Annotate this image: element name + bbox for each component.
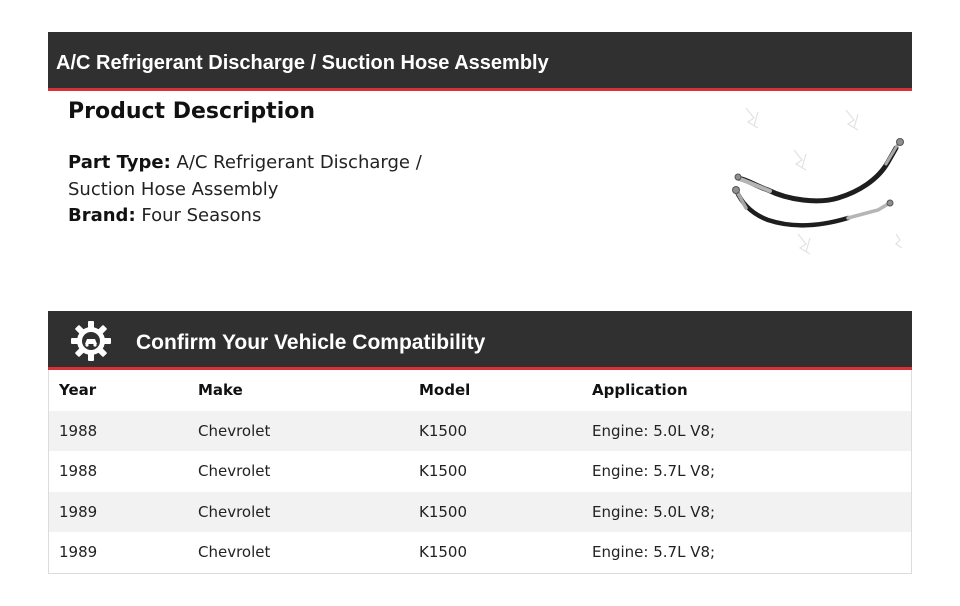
cell-make: Chevrolet <box>198 543 271 562</box>
product-title: A/C Refrigerant Discharge / Suction Hose Assembly <box>56 52 549 74</box>
cell-year: 1988 <box>59 421 98 440</box>
cell-model: K1500 <box>419 421 468 440</box>
cell-year: 1989 <box>59 543 98 562</box>
cell-model: K1500 <box>419 462 468 481</box>
table-row <box>49 451 912 492</box>
brand-value: Four Seasons <box>141 205 262 226</box>
cell-year: 1988 <box>59 462 98 481</box>
part-type-label: Part Type: <box>68 152 171 173</box>
description-details <box>68 150 488 230</box>
compatibility-table <box>48 370 912 574</box>
compatibility-header <box>48 311 912 370</box>
cell-application: Engine: 5.7L V8; <box>592 543 716 562</box>
column-header-model: Model <box>419 381 471 400</box>
hose-assembly-image <box>728 100 912 260</box>
product-description <box>68 96 488 230</box>
cell-model: K1500 <box>419 502 468 521</box>
four-seasons-logo-watermark <box>746 108 902 254</box>
column-header-make: Make <box>198 381 243 400</box>
cell-year: 1989 <box>59 502 98 521</box>
description-heading: Product Description <box>68 99 316 124</box>
cell-model: K1500 <box>419 543 468 562</box>
brand-label: Brand: <box>68 205 136 226</box>
column-header-application: Application <box>592 381 688 400</box>
part-type-row <box>68 150 488 177</box>
cell-application: Engine: 5.7L V8; <box>592 462 716 481</box>
column-header-year: Year <box>59 381 97 400</box>
part-type-value-line1: A/C Refrigerant Discharge / <box>176 152 422 173</box>
cell-make: Chevrolet <box>198 502 271 521</box>
cell-application: Engine: 5.0L V8; <box>592 421 716 440</box>
table-row <box>49 492 912 533</box>
compatibility-title: Confirm Your Vehicle Compatibility <box>136 331 486 354</box>
brand-row <box>68 203 488 230</box>
table-row <box>49 532 912 573</box>
table-header-row <box>49 370 912 411</box>
product-title-bar <box>48 32 912 91</box>
table-row <box>49 411 912 452</box>
cell-application: Engine: 5.0L V8; <box>592 502 716 521</box>
cell-make: Chevrolet <box>198 421 271 440</box>
part-type-value-line2: Suction Hose Assembly <box>68 178 279 200</box>
gear-car-icon <box>70 320 112 362</box>
cell-make: Chevrolet <box>198 462 271 481</box>
